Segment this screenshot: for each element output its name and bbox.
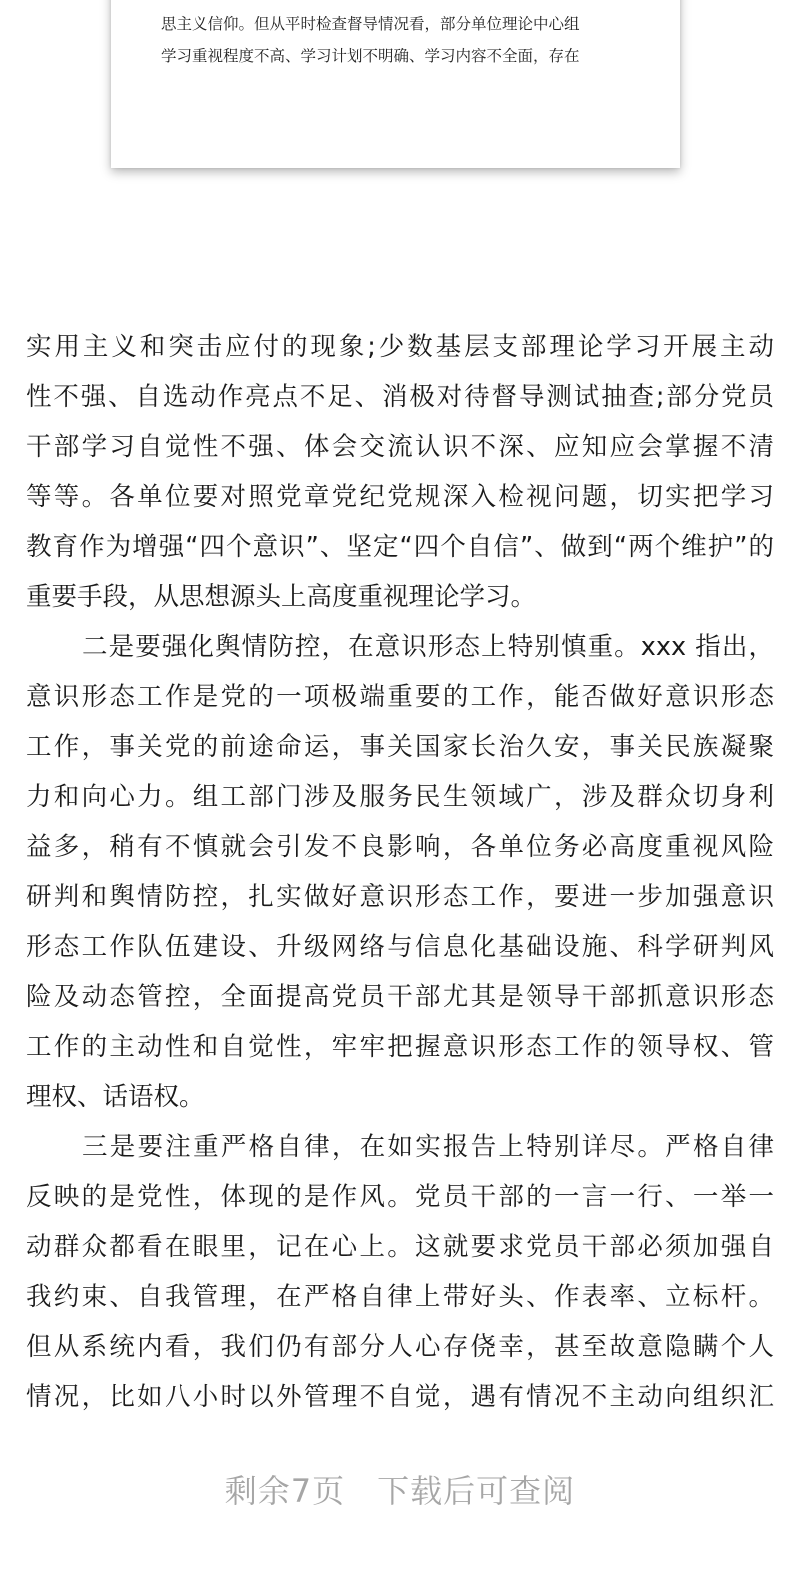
text-line: 干部学习自觉性不强、体会交流认识不深、应知应会掌握不清: [26, 432, 774, 462]
text-line: 重要手段，从思想源头上高度重视理论学习。: [26, 582, 537, 612]
preview-line: 学习重视程度不高、学习计划不明确、学习内容不全面，存在: [161, 47, 580, 65]
remaining-pages-count: 剩余7页: [224, 1472, 346, 1510]
text-line: 情况，比如八小时以外管理不自觉，遇有情况不主动向组织汇: [26, 1382, 774, 1412]
text-line: 实用主义和突击应付的现象;少数基层支部理论学习开展主动: [26, 332, 774, 362]
text-line: 益多，稍有不慎就会引发不良影响，各单位务必高度重视风险: [26, 832, 774, 862]
text-line: 动群众都看在眼里，记在心上。这就要求党员干部必须加强自: [26, 1232, 774, 1262]
text-line: 险及动态管控，全面提高党员干部尤其是领导干部抓意识形态: [26, 982, 774, 1012]
paragraph-start-line: 二是要强化舆情防控，在意识形态上特别慎重。xxx 指出，: [82, 632, 774, 662]
text-line: 力和向心力。组工部门涉及服务民生领域广，涉及群众切身利: [26, 782, 774, 812]
text-line: 教育作为增强“四个意识”、坚定“四个自信”、做到“两个维护”的: [26, 532, 774, 562]
text-line: 工作，事关党的前途命运，事关国家长治久安，事关民族凝聚: [26, 732, 774, 762]
text-line: 反映的是党性，体现的是作风。党员干部的一言一行、一举一: [26, 1182, 774, 1212]
paragraph-start-line: 三是要注重严格自律，在如实报告上特别详尽。严格自律: [82, 1132, 774, 1162]
text-line: 意识形态工作是党的一项极端重要的工作，能否做好意识形态: [26, 682, 774, 712]
text-line: 但从系统内看，我们仍有部分人心存侥幸，甚至故意隐瞒个人: [26, 1332, 774, 1362]
first-page-preview: [111, 0, 680, 168]
text-line: 性不强、自选动作亮点不足、消极对待督导测试抽查;部分党员: [26, 382, 774, 412]
text-line: 理权、话语权。: [26, 1082, 205, 1112]
text-line: 等等。各单位要对照党章党纪党规深入检视问题，切实把学习: [26, 482, 774, 512]
text-line: 研判和舆情防控，扎实做好意识形态工作，要进一步加强意识: [26, 882, 774, 912]
text-line: 形态工作队伍建设、升级网络与信息化基础设施、科学研判风: [26, 932, 774, 962]
text-line: 我约束、自我管理，在严格自律上带好头、作表率、立标杆。: [26, 1282, 774, 1312]
document-body: [26, 322, 774, 1422]
text-line: 工作的主动性和自觉性，牢牢把握意识形态工作的领导权、管: [26, 1032, 774, 1062]
remaining-pages-banner[interactable]: [0, 1462, 800, 1520]
preview-line: 思主义信仰。但从平时检查督导情况看，部分单位理论中心组: [161, 15, 580, 33]
download-to-view-label: 下载后可查阅: [377, 1472, 576, 1510]
